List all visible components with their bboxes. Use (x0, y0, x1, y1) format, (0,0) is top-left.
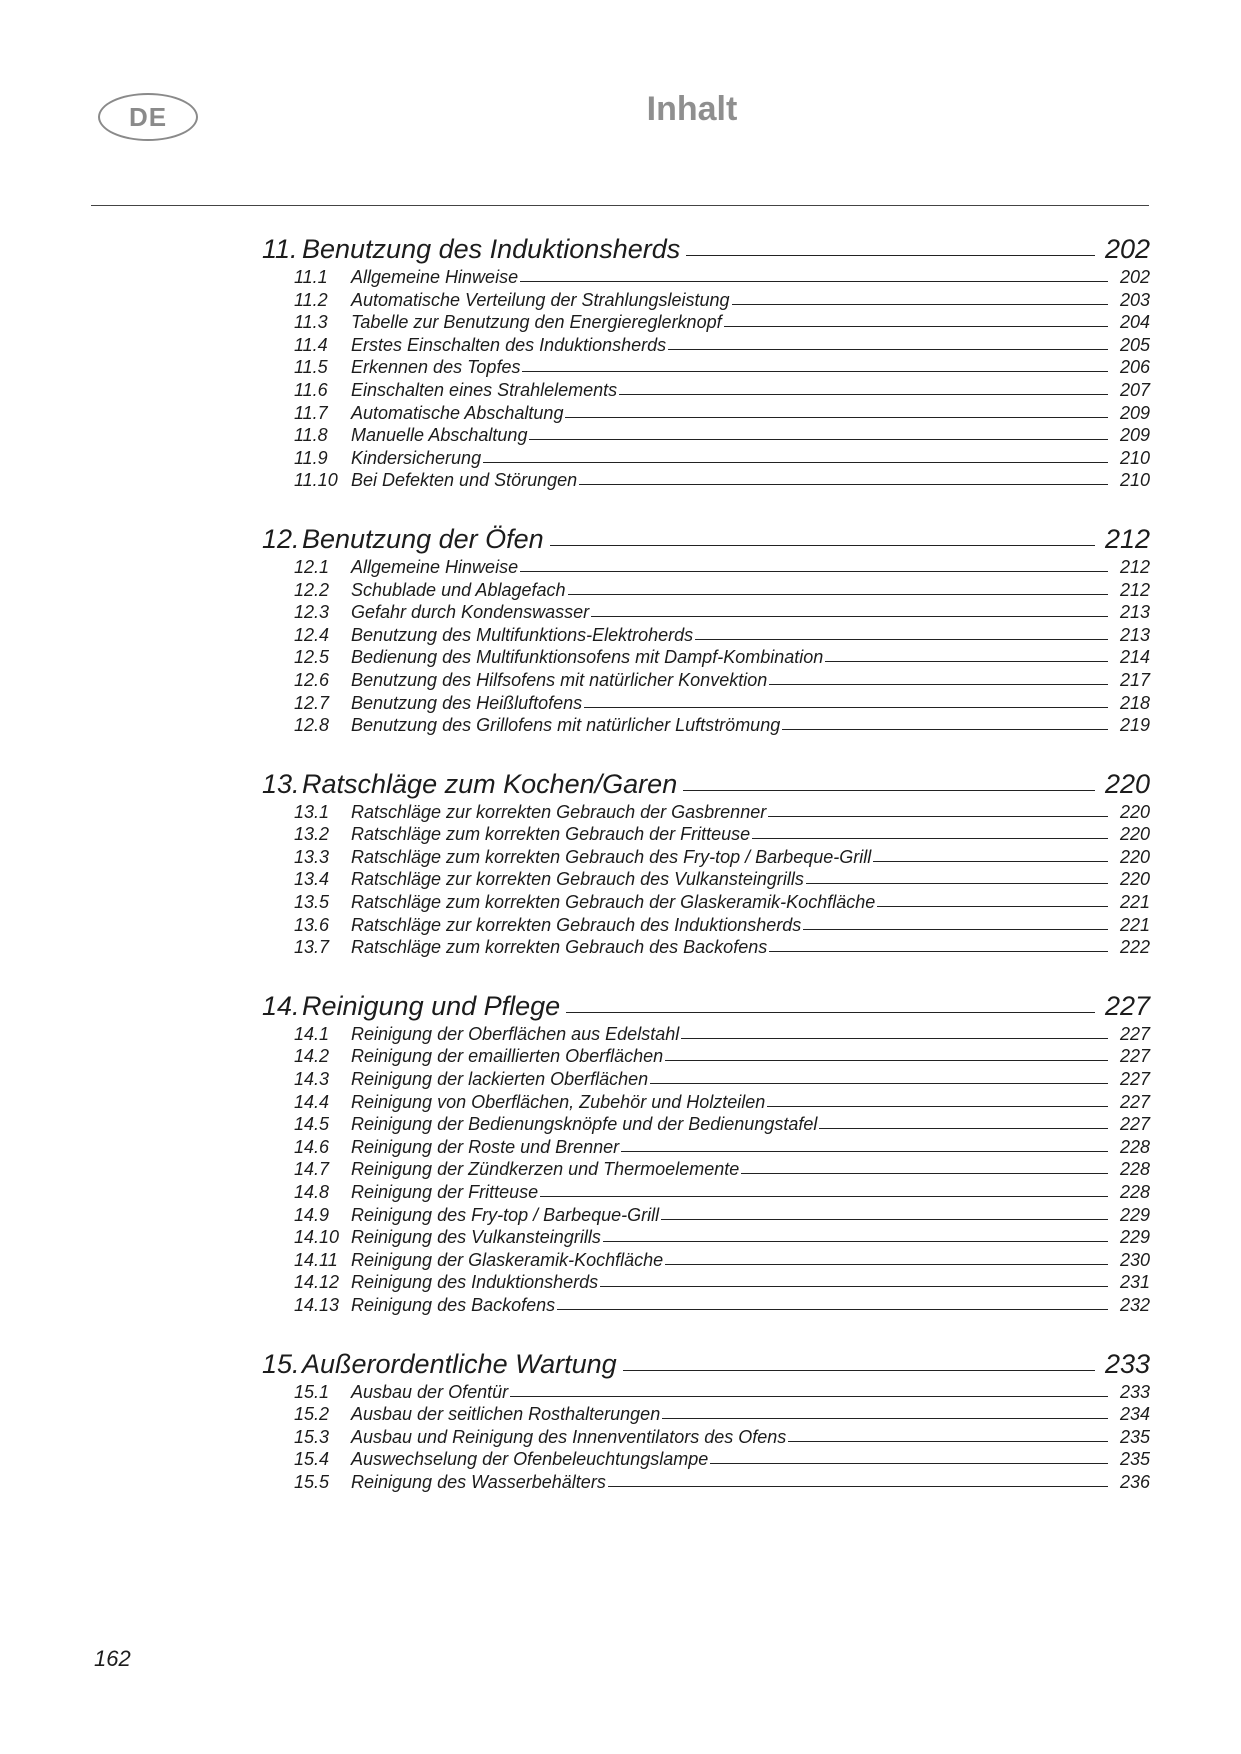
dot-leader (732, 304, 1108, 305)
chapter-title: Reinigung und Pflege (302, 990, 561, 1021)
dot-leader (683, 790, 1095, 791)
section-title: Reinigung der emaillierten Oberflächen (351, 1046, 664, 1067)
section-number: 14.1 (294, 1023, 330, 1044)
section-number: 12.2 (294, 579, 330, 600)
toc-section-entry[interactable] (262, 1181, 1150, 1204)
section-page: 235 (1119, 1426, 1150, 1447)
toc-section-entry[interactable] (262, 379, 1150, 402)
section-number: 12.8 (294, 715, 330, 736)
section-page: 220 (1119, 801, 1150, 822)
toc-chapter (262, 522, 1150, 737)
language-badge: DE (98, 93, 198, 141)
dot-leader (741, 1173, 1108, 1174)
section-title: Manuelle Abschaltung (351, 425, 528, 446)
toc-section-entry[interactable] (262, 469, 1150, 492)
toc-section-entry[interactable] (262, 846, 1150, 869)
page-title: Inhalt (646, 90, 738, 128)
section-page: 229 (1119, 1227, 1150, 1248)
toc-section-entry[interactable] (262, 1045, 1150, 1068)
toc-section-entry[interactable] (262, 1136, 1150, 1159)
toc-chapter-heading[interactable] (262, 1347, 1150, 1381)
section-page: 220 (1119, 824, 1150, 845)
chapter-number: 13. (262, 768, 300, 799)
toc-section-entry[interactable] (262, 334, 1150, 357)
dot-leader (877, 906, 1108, 907)
dot-leader (623, 1370, 1095, 1371)
section-number: 15.3 (294, 1426, 330, 1447)
toc-chapter (262, 767, 1150, 959)
chapter-page: 227 (1104, 990, 1150, 1021)
section-title: Reinigung der Zündkerzen und Thermoelemente (351, 1159, 740, 1180)
section-number: 15.2 (294, 1404, 330, 1425)
section-page: 209 (1119, 425, 1150, 446)
section-page: 220 (1119, 869, 1150, 890)
section-number: 13.5 (294, 892, 330, 913)
section-number: 14.7 (294, 1159, 330, 1180)
section-number: 11.1 (294, 267, 328, 287)
toc-section-entry[interactable] (262, 424, 1150, 447)
section-number: 14.10 (294, 1227, 340, 1248)
toc-section-entry[interactable] (262, 1023, 1150, 1046)
section-page: 227 (1119, 1091, 1150, 1112)
section-number: 14.2 (294, 1046, 330, 1067)
dot-leader (566, 1012, 1095, 1013)
dot-leader (608, 1486, 1108, 1487)
section-title: Kindersicherung (351, 447, 482, 468)
section-number: 13.7 (294, 937, 330, 958)
toc-section-entry[interactable] (262, 356, 1150, 379)
section-number: 11.8 (294, 425, 328, 446)
section-page: 219 (1119, 715, 1150, 736)
section-title: Reinigung der lackierten Oberflächen (351, 1069, 649, 1090)
section-title: Bedienung des Multifunktionsofens mit Dampf-Kombination (351, 647, 824, 668)
toc-chapter (262, 232, 1150, 492)
section-number: 11.4 (294, 334, 328, 355)
section-page: 234 (1119, 1404, 1150, 1425)
toc-chapter-heading[interactable] (262, 232, 1150, 266)
chapter-number: 11. (262, 234, 298, 264)
dot-leader (662, 1418, 1108, 1419)
section-title: Reinigung des Fry-top / Barbeque-Grill (351, 1204, 660, 1225)
section-title: Ratschläge zum korrekten Gebrauch des Fry-top / Barbeque-Grill (351, 846, 872, 867)
chapter-page: 233 (1104, 1348, 1150, 1379)
section-title: Tabelle zur Benutzung den Energiereglerknopf (351, 312, 722, 333)
dot-leader (520, 571, 1108, 572)
section-title: Einschalten eines Strahlelements (351, 379, 618, 400)
section-title: Ratschläge zur korrekten Gebrauch der Gasbrenner (351, 801, 767, 822)
dot-leader (710, 1463, 1108, 1464)
toc-section-entry[interactable] (262, 266, 1150, 289)
dot-leader (529, 439, 1108, 440)
page-number: 162 (94, 1646, 131, 1671)
dot-leader (686, 255, 1095, 256)
section-page: 227 (1119, 1114, 1150, 1135)
dot-leader (782, 729, 1108, 730)
section-title: Reinigung der Bedienungsknöpfe und der Bedienungstafel (351, 1114, 818, 1135)
section-page: 214 (1119, 647, 1150, 668)
section-page: 227 (1119, 1023, 1150, 1044)
section-page: 217 (1119, 669, 1150, 690)
toc-section-entry[interactable] (262, 714, 1150, 737)
dot-leader (819, 1128, 1108, 1129)
dot-leader (681, 1038, 1108, 1039)
section-page: 203 (1119, 289, 1150, 310)
section-page: 210 (1119, 447, 1150, 468)
section-title: Reinigung des Vulkansteingrills (351, 1227, 601, 1248)
toc-section-entry[interactable] (262, 914, 1150, 937)
section-page: 209 (1119, 402, 1150, 423)
toc-section-entry[interactable] (262, 1204, 1150, 1227)
dot-leader (803, 929, 1108, 930)
toc-section-entry[interactable] (262, 1068, 1150, 1091)
toc-section-entry[interactable] (262, 556, 1150, 579)
toc-section-entry[interactable] (262, 579, 1150, 602)
dot-leader (591, 616, 1108, 617)
dot-leader (695, 639, 1108, 640)
dot-leader (668, 349, 1108, 350)
dot-leader (565, 417, 1108, 418)
dot-leader (767, 1106, 1108, 1107)
section-page: 236 (1119, 1471, 1150, 1492)
toc-section-entry[interactable] (262, 1448, 1150, 1471)
dot-leader (650, 1083, 1108, 1084)
section-title: Auswechselung der Ofenbeleuchtungslampe (351, 1449, 709, 1470)
section-title: Benutzung des Multifunktions-Elektroherds (351, 624, 694, 645)
section-title: Benutzung des Heißluftofens (351, 692, 583, 713)
dot-leader (768, 816, 1108, 817)
section-title: Reinigung der Fritteuse (351, 1182, 539, 1202)
section-number: 14.8 (294, 1182, 330, 1202)
toc-section-entry[interactable] (262, 868, 1150, 891)
section-page: 227 (1119, 1069, 1150, 1090)
toc-chapter-heading[interactable] (262, 767, 1150, 801)
section-number: 12.7 (294, 692, 330, 713)
chapter-page: 220 (1104, 768, 1150, 799)
section-title: Benutzung des Grillofens mit natürlicher Luftströmung (351, 715, 781, 736)
toc-section-entry[interactable] (262, 646, 1150, 669)
section-number: 14.3 (294, 1069, 330, 1090)
section-page: 233 (1119, 1381, 1150, 1402)
dot-leader (522, 371, 1108, 372)
toc-section-entry[interactable] (262, 289, 1150, 312)
toc-section-entry[interactable] (262, 402, 1150, 425)
chapter-page: 212 (1104, 523, 1150, 554)
dot-leader (788, 1441, 1108, 1442)
section-page: 212 (1119, 579, 1150, 600)
toc-chapter-heading[interactable] (262, 522, 1150, 556)
section-title: Reinigung der Roste und Brenner (351, 1136, 620, 1157)
toc-section-entry[interactable] (262, 692, 1150, 715)
toc-section-entry[interactable] (262, 1113, 1150, 1136)
section-title: Reinigung des Induktionsherds (351, 1272, 599, 1293)
section-number: 11.2 (294, 289, 328, 310)
section-page: 228 (1119, 1159, 1150, 1180)
toc-section-entry[interactable] (262, 823, 1150, 846)
section-title: Erstes Einschalten des Induktionsherds (351, 334, 667, 355)
toc-section-entry[interactable] (262, 801, 1150, 824)
chapter-page: 202 (1104, 234, 1150, 264)
section-title: Benutzung des Hilfsofens mit natürlicher Konvektion (351, 669, 768, 690)
dot-leader (665, 1060, 1108, 1061)
dot-leader (621, 1151, 1108, 1152)
section-number: 13.6 (294, 914, 330, 935)
section-title: Ratschläge zum korrekten Gebrauch der Fritteuse (351, 824, 751, 845)
section-page: 206 (1119, 357, 1150, 378)
dot-leader (540, 1196, 1108, 1197)
dot-leader (825, 661, 1108, 662)
section-page: 228 (1119, 1182, 1150, 1202)
toc-section-entry[interactable] (262, 1249, 1150, 1272)
dot-leader (483, 462, 1108, 463)
section-number: 14.5 (294, 1114, 330, 1135)
header-divider (91, 205, 1149, 206)
dot-leader (520, 281, 1108, 282)
section-title: Gefahr durch Kondenswasser (351, 602, 590, 623)
dot-leader (584, 707, 1108, 708)
table-of-contents (262, 232, 1150, 1494)
dot-leader (603, 1241, 1108, 1242)
section-page: 213 (1119, 602, 1150, 623)
section-number: 12.1 (294, 556, 330, 577)
section-page: 210 (1119, 470, 1150, 491)
section-title: Reinigung der Oberflächen aus Edelstahl (351, 1023, 680, 1044)
section-title: Allgemeine Hinweise (351, 556, 519, 577)
chapter-title: Ratschläge zum Kochen/Garen (302, 768, 678, 799)
toc-section-entry[interactable] (262, 1271, 1150, 1294)
dot-leader (557, 1309, 1108, 1310)
section-number: 14.13 (294, 1294, 340, 1315)
toc-section-entry[interactable] (262, 1158, 1150, 1181)
toc-section-entry[interactable] (262, 1091, 1150, 1114)
chapter-title: Benutzung des Induktionsherds (302, 234, 681, 264)
section-number: 15.5 (294, 1471, 330, 1492)
section-title: Reinigung des Wasserbehälters (351, 1471, 606, 1492)
dot-leader (752, 838, 1108, 839)
dot-leader (568, 594, 1108, 595)
section-page: 220 (1119, 846, 1150, 867)
toc-section-entry[interactable] (262, 891, 1150, 914)
section-page: 204 (1119, 312, 1150, 333)
section-title: Reinigung der Glaskeramik-Kochfläche (351, 1249, 664, 1270)
section-number: 11.5 (294, 357, 328, 378)
section-title: Allgemeine Hinweise (351, 267, 519, 287)
toc-section-entry[interactable] (262, 1381, 1150, 1404)
dot-leader (873, 861, 1108, 862)
chapter-number: 15. (262, 1348, 300, 1379)
section-number: 11.7 (294, 402, 328, 423)
dot-leader (769, 684, 1108, 685)
section-number: 14.11 (294, 1249, 338, 1270)
chapter-number: 12. (262, 523, 300, 554)
dot-leader (619, 394, 1108, 395)
section-page: 213 (1119, 624, 1150, 645)
section-title: Bei Defekten und Störungen (351, 470, 578, 491)
chapter-number: 14. (262, 990, 300, 1021)
dot-leader (806, 883, 1108, 884)
toc-section-entry[interactable] (262, 1471, 1150, 1494)
dot-leader (665, 1264, 1108, 1265)
dot-leader (724, 326, 1108, 327)
chapter-title: Benutzung der Öfen (302, 523, 544, 554)
section-title: Ausbau der Ofentür (351, 1381, 509, 1402)
section-page: 221 (1119, 914, 1150, 935)
section-number: 14.4 (294, 1091, 330, 1112)
section-page: 205 (1119, 334, 1150, 355)
chapter-title: Außerordentliche Wartung (302, 1348, 617, 1379)
section-page: 202 (1119, 267, 1150, 287)
section-number: 13.4 (294, 869, 330, 890)
section-page: 231 (1119, 1272, 1150, 1293)
toc-section-entry[interactable] (262, 1294, 1150, 1317)
section-title: Ratschläge zum korrekten Gebrauch des Backofens (351, 937, 768, 958)
toc-chapter-heading[interactable] (262, 989, 1150, 1023)
section-number: 13.3 (294, 846, 330, 867)
section-number: 11.6 (294, 379, 328, 400)
section-number: 15.4 (294, 1449, 330, 1470)
section-title: Reinigung des Backofens (351, 1294, 556, 1315)
section-number: 12.3 (294, 602, 330, 623)
section-title: Ausbau der seitlichen Rosthalterungen (351, 1404, 661, 1425)
toc-section-entry[interactable] (262, 624, 1150, 647)
section-page: 228 (1119, 1136, 1150, 1157)
dot-leader (600, 1286, 1108, 1287)
section-page: 227 (1119, 1046, 1150, 1067)
dot-leader (550, 545, 1095, 546)
section-page: 207 (1119, 379, 1150, 400)
toc-section-entry[interactable] (262, 1403, 1150, 1426)
toc-section-entry[interactable] (262, 936, 1150, 959)
section-page: 222 (1119, 937, 1150, 958)
section-number: 12.5 (294, 647, 330, 668)
section-title: Erkennen des Topfes (351, 357, 521, 378)
section-title: Automatische Abschaltung (351, 402, 564, 423)
toc-chapter (262, 989, 1150, 1317)
section-number: 12.6 (294, 669, 330, 690)
section-title: Automatische Verteilung der Strahlungsleistung (351, 289, 730, 310)
dot-leader (661, 1219, 1108, 1220)
section-page: 230 (1119, 1249, 1150, 1270)
section-number: 11.9 (294, 447, 328, 468)
section-page: 235 (1119, 1449, 1150, 1470)
section-page: 232 (1119, 1294, 1150, 1315)
toc-section-entry[interactable] (262, 601, 1150, 624)
dot-leader (510, 1396, 1108, 1397)
dot-leader (579, 484, 1108, 485)
dot-leader (769, 951, 1108, 952)
section-title: Reinigung von Oberflächen, Zubehör und Holzteilen (351, 1091, 766, 1112)
toc-chapter (262, 1347, 1150, 1494)
section-page: 212 (1119, 556, 1150, 577)
section-number: 14.12 (294, 1272, 340, 1293)
section-number: 13.2 (294, 824, 330, 845)
toc-section-entry[interactable] (262, 447, 1150, 470)
section-number: 14.6 (294, 1136, 330, 1157)
toc-section-entry[interactable] (262, 669, 1150, 692)
section-title: Ratschläge zur korrekten Gebrauch des Vulkansteingrills (351, 869, 804, 890)
section-number: 13.1 (294, 801, 330, 822)
section-number: 12.4 (294, 624, 330, 645)
section-title: Ausbau und Reinigung des Innenventilators des Ofens (351, 1426, 787, 1447)
section-title: Ratschläge zum korrekten Gebrauch der Glaskeramik-Kochfläche (351, 892, 876, 913)
toc-section-entry[interactable] (262, 311, 1150, 334)
section-number: 15.1 (294, 1381, 330, 1402)
section-title: Ratschläge zur korrekten Gebrauch des Induktionsherds (351, 914, 802, 935)
section-number: 11.3 (294, 312, 328, 333)
section-number: 11.10 (294, 470, 338, 491)
toc-section-entry[interactable] (262, 1226, 1150, 1249)
section-title: Schublade und Ablagefach (351, 579, 566, 600)
section-page: 218 (1119, 692, 1150, 713)
toc-section-entry[interactable] (262, 1426, 1150, 1449)
section-page: 221 (1119, 892, 1150, 913)
section-number: 14.9 (294, 1204, 330, 1225)
section-page: 229 (1119, 1204, 1150, 1225)
